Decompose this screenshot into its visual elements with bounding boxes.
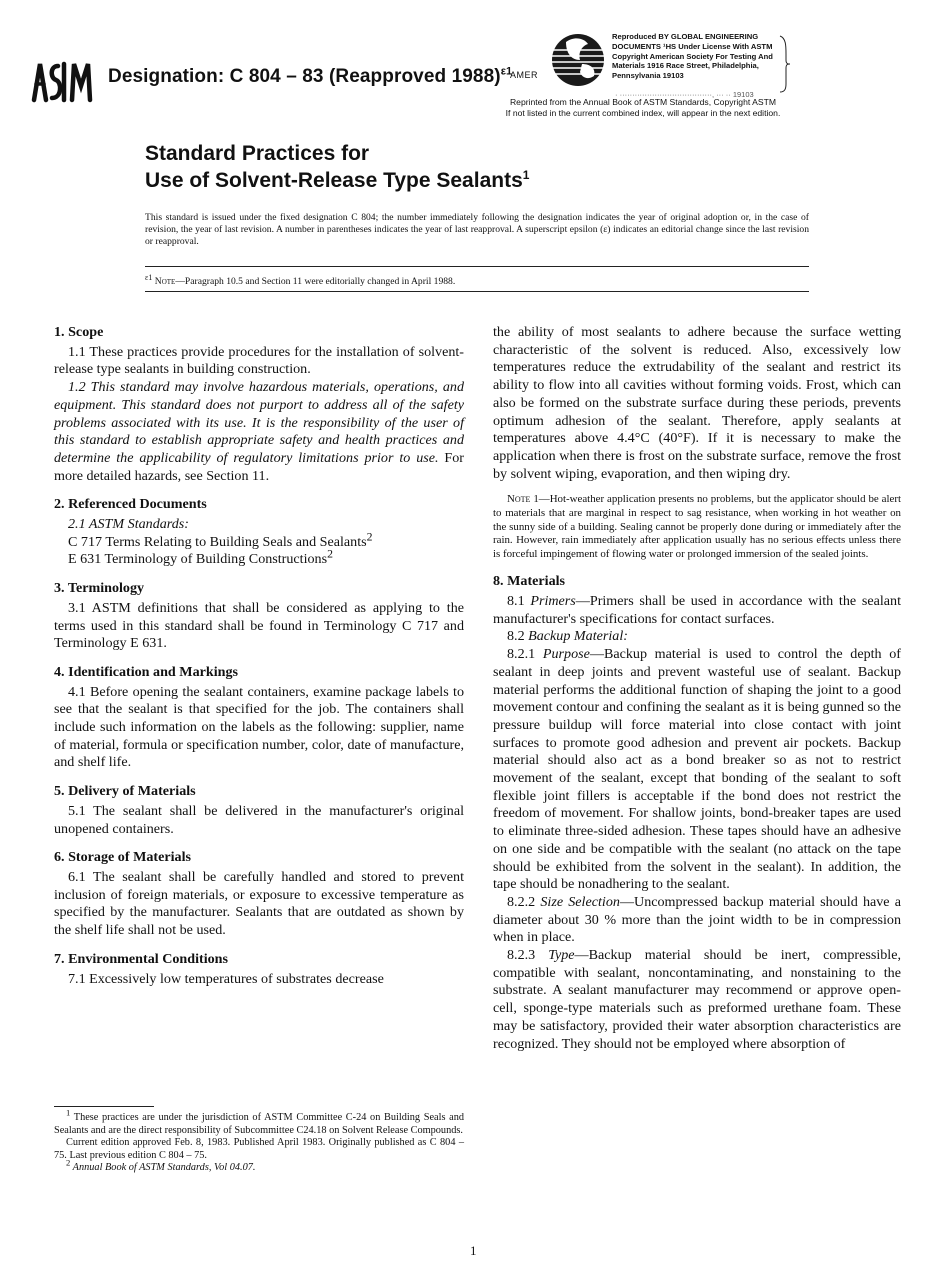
paragraph: 2.1 ASTM Standards: [68, 516, 189, 533]
right-column [493, 324, 901, 1053]
paragraph: the ability of most sealants to adhere because the surface wetting characteristic of the solvent is reduced. Also, excessively low temperatures reduce the extrudability of the sealant and restrict its ability to flow into all cavities without forming voids. Frost, which can also be formed on the substrate surface during these periods, prevents optimum adhesion of the sealant. Therefore, apply sealants at temperatures above 4.4°C (40°F). If it is necessary to make the application when there is frost on the substrate surface, remove the frost by solvent wiping, evaporation, and then wiping dry. [493, 324, 901, 482]
section-heading: 5. Delivery of Materials [54, 783, 196, 800]
paragraph: 1.1 These practices provide procedures for the installation of solvent-release type sealants in building construction. [54, 343, 464, 378]
designation: Designation: C 804 – 83 (Reapproved 1988)$^{\varepsilon 1}$ [108, 65, 513, 87]
paragraph: 1.2 This standard may involve hazardous materials, operations, and equipment. This standard does not purport to address all of the safety problems associated with its use. It is the responsibility of the user of this standard to establish appropriate safety and health practices and determine the applicability of regulatory limitations prior to use. For more detailed hazards, see Section 11. [54, 379, 464, 484]
footnote-2: $^2$ Annual Book of ASTM Standards, Vol 04.07. [66, 1157, 256, 1174]
footnotes [54, 1107, 464, 1175]
left-column [54, 324, 464, 988]
section-heading: 2. Referenced Documents [54, 496, 207, 513]
globe-logo [548, 30, 608, 90]
astm-logo [28, 58, 98, 104]
reproduction-notice: Reproduced BY GLOBAL ENGINEERING DOCUMENTS ¹HS Under License With ASTM Copyright American Society For Testing And Materials 1916 Race Street, Philadelphia, Pennsylvania 19103 [612, 32, 773, 81]
section-heading: 3. Terminology [54, 580, 145, 597]
amer-label: AMER [510, 70, 539, 80]
paragraph: 8.2 Backup Material: [507, 628, 628, 645]
editorial-note: $^{\varepsilon 1}$ Note—Paragraph 10.5 and Section 11 were editorially changed in April 1988. [145, 272, 456, 287]
issued-statement: This standard is issued under the fixed designation C 804; the number immediately following the designation indicates the year of original adoption or, in the case of revision, the year of last revision. A number in parentheses indicates the year of last reapproval. A superscript epsilon (ε) indicates an editorial change since the last revision or reapproval. [145, 212, 809, 248]
section-heading: 8. Materials [493, 573, 566, 590]
paragraph: 3.1 ASTM definitions that shall be considered as applying to the terms used in this standard shall be found in Terminology C 717 and Terminology E 631. [54, 599, 464, 652]
paragraph: 6.1 The sealant shall be carefully handled and stored to prevent inclusion of foreign materials, or exposure to excessive temperature as specified by the manufacturer. Sealants that are outdated as shown by the shelf life shall not be used. [54, 868, 464, 939]
section-heading: 1. Scope [54, 324, 104, 340]
section-heading: 4. Identification and Markings [54, 663, 239, 680]
footnote-1: $^1$ These practices are under the jurisdiction of ASTM Committee C-24 on Building Seals and Sealants and are the direct responsibility of Subcommittee C24.18 on Solvent Release Compounds. [54, 1107, 464, 1136]
document-title: Standard Practices for Use of Solvent-Release Type Sealants$^1$ [145, 142, 530, 192]
section-heading: 6. Storage of Materials [54, 849, 191, 866]
brace-mark [778, 34, 792, 94]
note-1: Note 1—Hot-weather application presents no problems, but the applicator should be alert to materials that are marginal in respect to sag resistance, when working in hot weather on the sunny side of a building. Sealing cannot be properly done during or immediately after the rain. However, rain immediately after application usually has no serious effects unless there is forceful impingement of flowing water or prolonged immersion of the sealed joints. [493, 493, 901, 560]
bottom-rule [145, 291, 809, 292]
footnote-1b: Current edition approved Feb. 8, 1983. Published April 1983. Originally published as C 804 – 75. Last previous edition C 804 – 75. [54, 1137, 464, 1161]
paragraph: 8.1 Primers—Primers shall be used in accordance with the sealant manufacturer's specifications for contact surfaces. [493, 593, 901, 627]
paragraph: 4.1 Before opening the sealant containers, examine package labels to see that the sealant is that specified for the job. The containers shall include such information on the labels as the following: supplier, name of material, formula or specification number, color, date of manufacture, and shelf life. [54, 683, 464, 771]
reference-item: E 631 Terminology of Building Constructions$^2$ [68, 547, 333, 568]
reprint-notice: Reprinted from the Annual Book of ASTM Standards, Copyright ASTM If not listed in the current combined index, will appear in the next edition. [505, 97, 781, 118]
paragraph: 7.1 Excessively low temperatures of substrates decrease [68, 970, 384, 987]
address-fragment: · ·····································, ··· ·· 19103 [615, 90, 754, 99]
paragraph: 8.2.2 Size Selection—Uncompressed backup material should have a diameter about 30 % more than the joint width to be in compression when in place. [493, 893, 901, 946]
paragraph: 8.2.1 Purpose—Backup material is used to control the depth of sealant in deep joints and prevent wasteful use of sealant. Backup material performs the additional function of shaping the joint to a good movement contour and confining the sealant as it is being gunned so the pressure buildup will force material into close contact with joint surfaces to promote good adhesion and prevent air pockets. Backup material should also act as a bond breaker so as not to restrict movement of the sealant, except that bonding of the sealant to soft flexible joint fillers is acceptable if the bond does not restrict the freedom of movement. For shallow joints, bond-breaker tapes are used to eliminate three-sided adhesion. These tapes should have an adhesive on one side and be compatible with the sealant (no attack on the tape should be exhibited from the solvent in the sealant). In addition, the tape should be nonadhering to the sealant. [493, 646, 901, 893]
paragraph: 8.2.3 Type—Backup material should be inert, compressible, compatible with sealant, noncontaminating, and nonstaining to the substrate. A sealant manufacturer may recommend or approve open-cell, sponge-type materials such as preformed urethane foam. These may be satisfactory, provided their water absorption characteristics are recognized. They should not be employed where absorption of [493, 947, 901, 1052]
section-heading: 7. Environmental Conditions [54, 950, 228, 967]
top-rule [145, 266, 809, 267]
paragraph: 5.1 The sealant shall be delivered in the manufacturer's original unopened containers. [54, 802, 464, 837]
page-number: 1 [470, 1243, 477, 1258]
reference-item: C 717 Terms Relating to Building Seals and Sealants$^2$ [68, 530, 373, 550]
